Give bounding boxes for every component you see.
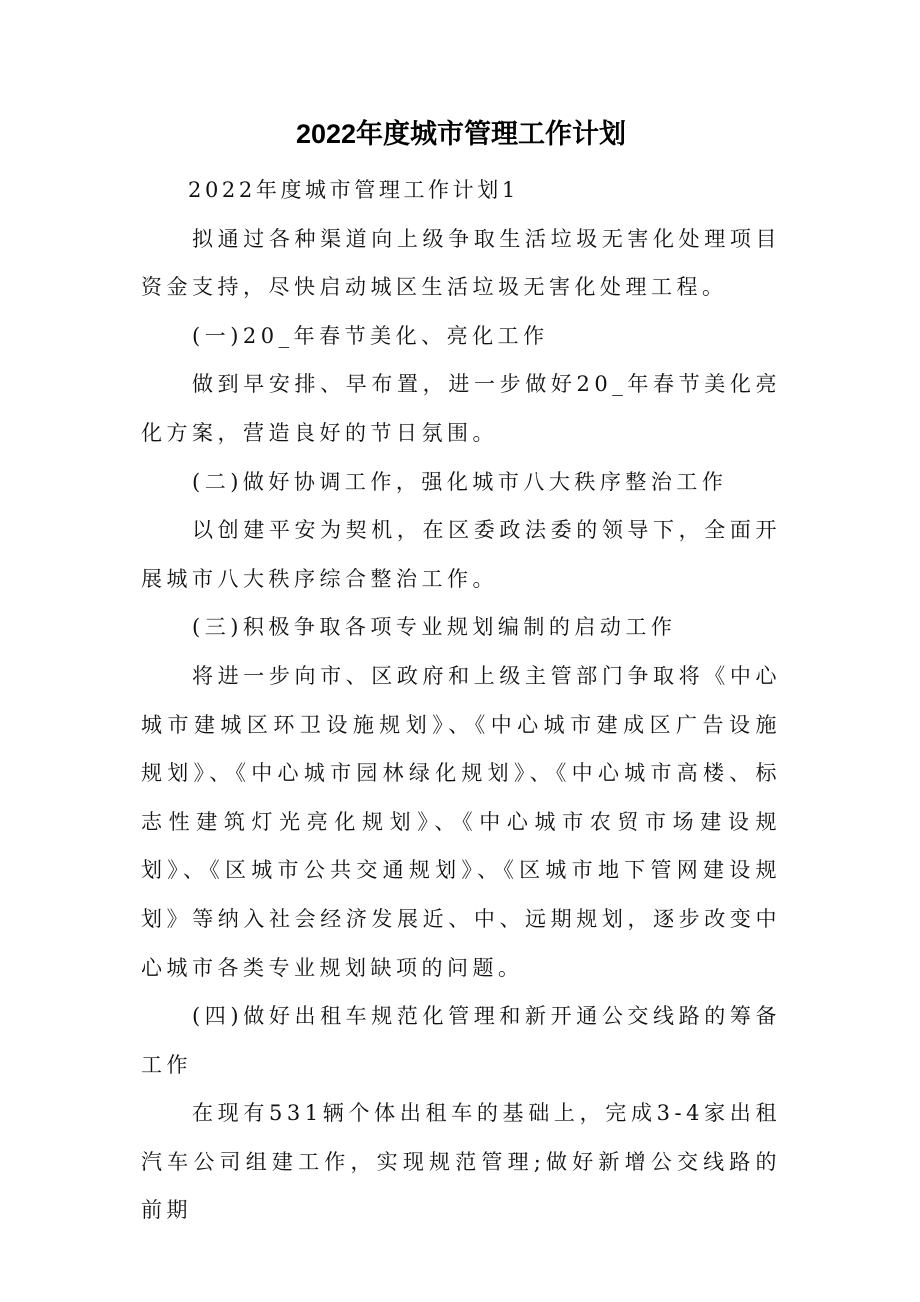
paragraph-section-2: 以创建平安为契机，在区委政法委的领导下，全面开展城市八大秩序综合整治工作。: [141, 518, 781, 591]
section-heading-3: (三)积极争取各项专业规划编制的启动工作: [192, 615, 677, 640]
paragraph-section-3: 将进一步向市、区政府和上级主管部门争取将《中心城市建城区环卫设施规划》、《中心城市建成区广告设施规划》、《中心城市园林绿化规划》、《中心城市高楼、标志性建筑灯光亮化规划》、《中心城市农贸市场建设规划》、《区城市公共交通规划》、《区城市地下管网建设规划》等纳入社会经济发展近、中、远期规划，逐步改变中心城市各类专业规划缺项的问题。: [141, 663, 781, 980]
section-heading-1: (一)20_年春节美化、亮化工作: [192, 323, 549, 348]
section-heading-4: (四)做好出租车规范化管理和新开通公交线路的筹备工作: [141, 1004, 781, 1077]
document-page: [141, 108, 781, 1235]
document-title: 2022年度城市管理工作计划: [295, 119, 627, 149]
document-subtitle: 2022年度城市管理工作计划1: [188, 178, 519, 202]
paragraph-section-4: 在现有531辆个体出租车的基础上，完成3-4家出租汽车公司组建工作，实现规范管理;做好新增公交线路的前期: [141, 1101, 781, 1223]
paragraph-intro: 拟通过各种渠道向上级争取生活垃圾无害化处理项目资金支持，尽快启动城区生活垃圾无害化处理工程。: [141, 226, 781, 300]
paragraph-section-1: 做到早安排、早布置，进一步做好20_年春节美化亮化方案，营造良好的节日氛围。: [141, 372, 781, 445]
section-heading-2: (二)做好协调工作，强化城市八大秩序整治工作: [192, 469, 728, 494]
